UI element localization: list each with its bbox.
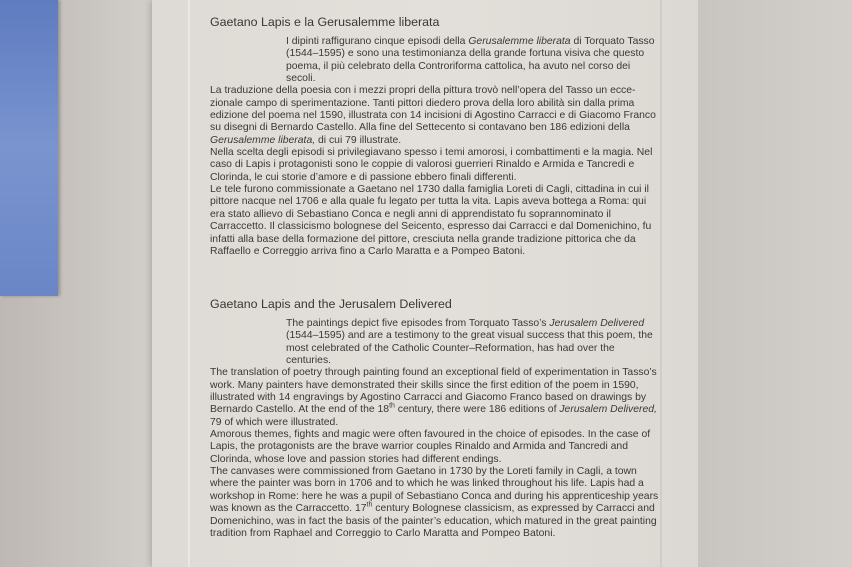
english-p4-text-cont: century Bolognese classicism, as expressed by Carracci and Domenichino, was in fact the basis of the painter’s education, which matured in the great painting tradition from Raphael and Correggio to Carlo Maratta and Pompeo Batoni. (210, 503, 657, 539)
english-paragraph-4 (210, 466, 660, 540)
english-p4-text: The canvases were commissioned from Gaetano in 1730 by the Loreti family in Cagli, a town where the painter was born in 1706 and to which he was linked throughout his life. Lapis had a workshop in Rome: here he was a pupil of Sebastiano Conca and during his apprenticeship years was known as the Carraccetto. 17 (210, 466, 659, 515)
english-p4-ordinal: th (366, 501, 373, 509)
english-p2-work-title: Jerusalem Delivered, (559, 404, 657, 416)
italian-p2-text: La traduzione della poesia con i mezzi propri della pittura trovò nell’opera del Tasso un eccezionale campo di sperimentazione. Tanti pittori diedero prova della loro abilità sin dalla prima edizione del poema nel 1590, illustrata con 14 incisioni di Agostino Carracci e di Giacomo Franco su disegni di Bernardo Castello. Alla fine del Settecento si contavano ben 186 edizioni della (210, 85, 656, 134)
english-intro-text: The paintings depict five episodes from Torquato Tasso’s (286, 318, 550, 329)
italian-p2-text-cont: di cui 79 illustrate. (315, 134, 402, 146)
italian-intro-paragraph (210, 36, 660, 85)
english-paragraph-3: Amorous themes, fights and magic were often favoured in the choice of episodes. In the case of Lapis, the protagonists are the brave warrior couples Rinaldo and Armida and Tancredi and Clorinda, whose love and passion stories had different endings. (210, 429, 651, 465)
english-text-block (210, 297, 660, 540)
english-intro-work-title: Jerusalem Delivered (549, 318, 645, 329)
english-p2-text-cont: century, there were 186 editions of (394, 404, 560, 416)
english-paragraph-2 (210, 367, 660, 429)
english-p2-text-end: 79 of which were illustrated. (210, 416, 339, 428)
italian-intro-text: I dipinti raffigurano cinque episodi della (286, 36, 469, 47)
italian-intro-work-title: Gerusalemme liberata (468, 36, 571, 47)
italian-paragraph-3: Nella scelta degli episodi si privilegiavano spesso i temi amorosi, i combattimenti e la magia. Nel caso di Lapis i protagonisti sono le coppie di valorosi guerrieri Rinaldo e Armida e Tancredi e Clorinda, le cui storie d’amore e di passione ebbero finali differenti. (210, 147, 653, 183)
english-intro-paragraph (210, 318, 660, 367)
italian-title: Gaetano Lapis e la Gerusalemme liberata (210, 15, 440, 29)
italian-paragraph-2 (210, 85, 660, 147)
italian-paragraph-4: Le tele furono commissionate a Gaetano nel 1730 dalla famiglia Loreti di Cagli, cittadina in cui il pittore nacque nel 1706 e alla quale fu legato per tutta la vita. Lapis aveva bottega a Roma: qui era stato allievo di Sebastiano Conca e negli anni di apprendistato fu soprannominato il Carraccetto. Il classicismo bolognese del Seicento, espresso dai Carracci e dal Domenichino, fu infatti alla base della formazione del pittore, cresciuta nella grande tradizione pittorica che da Raffaello e Correggio arriva fino a Carlo Maratta e a Pompeo Batoni. (210, 184, 652, 257)
english-p2-text: The translation of poetry through painting found an exceptional field of experimentation in Tasso’s work. Many painters have demonstrated their skills since the first edition of the poem in 1590, illustrated with 14 engravings by Agostino Carracci and Giacomo Franco based on drawings by Bernardo Castello. At the end of the 18 (210, 367, 657, 416)
italian-text-block (210, 15, 660, 258)
gallery-wall-right (698, 0, 852, 567)
english-intro-text-cont: (1544–1595) and are a testimony to the great visual success that this poem, the most celebrated of the Catholic Counter–Reformation, has had over the centuries. (286, 330, 653, 367)
english-title: Gaetano Lapis and the Jerusalem Delivered (210, 297, 452, 311)
english-p2-ordinal: th (389, 402, 395, 410)
italian-intro-text-cont: di Torquato Tasso (1544–1595) e sono una testimonianza della grande fortuna visiva che questo poema, il più celebrato della Controriforma cattolica, ha avuto nel corso dei secoli. (286, 36, 655, 85)
painting-frame-edge (0, 0, 58, 296)
italian-p2-work-title: Gerusalemme liberata, (210, 134, 316, 146)
